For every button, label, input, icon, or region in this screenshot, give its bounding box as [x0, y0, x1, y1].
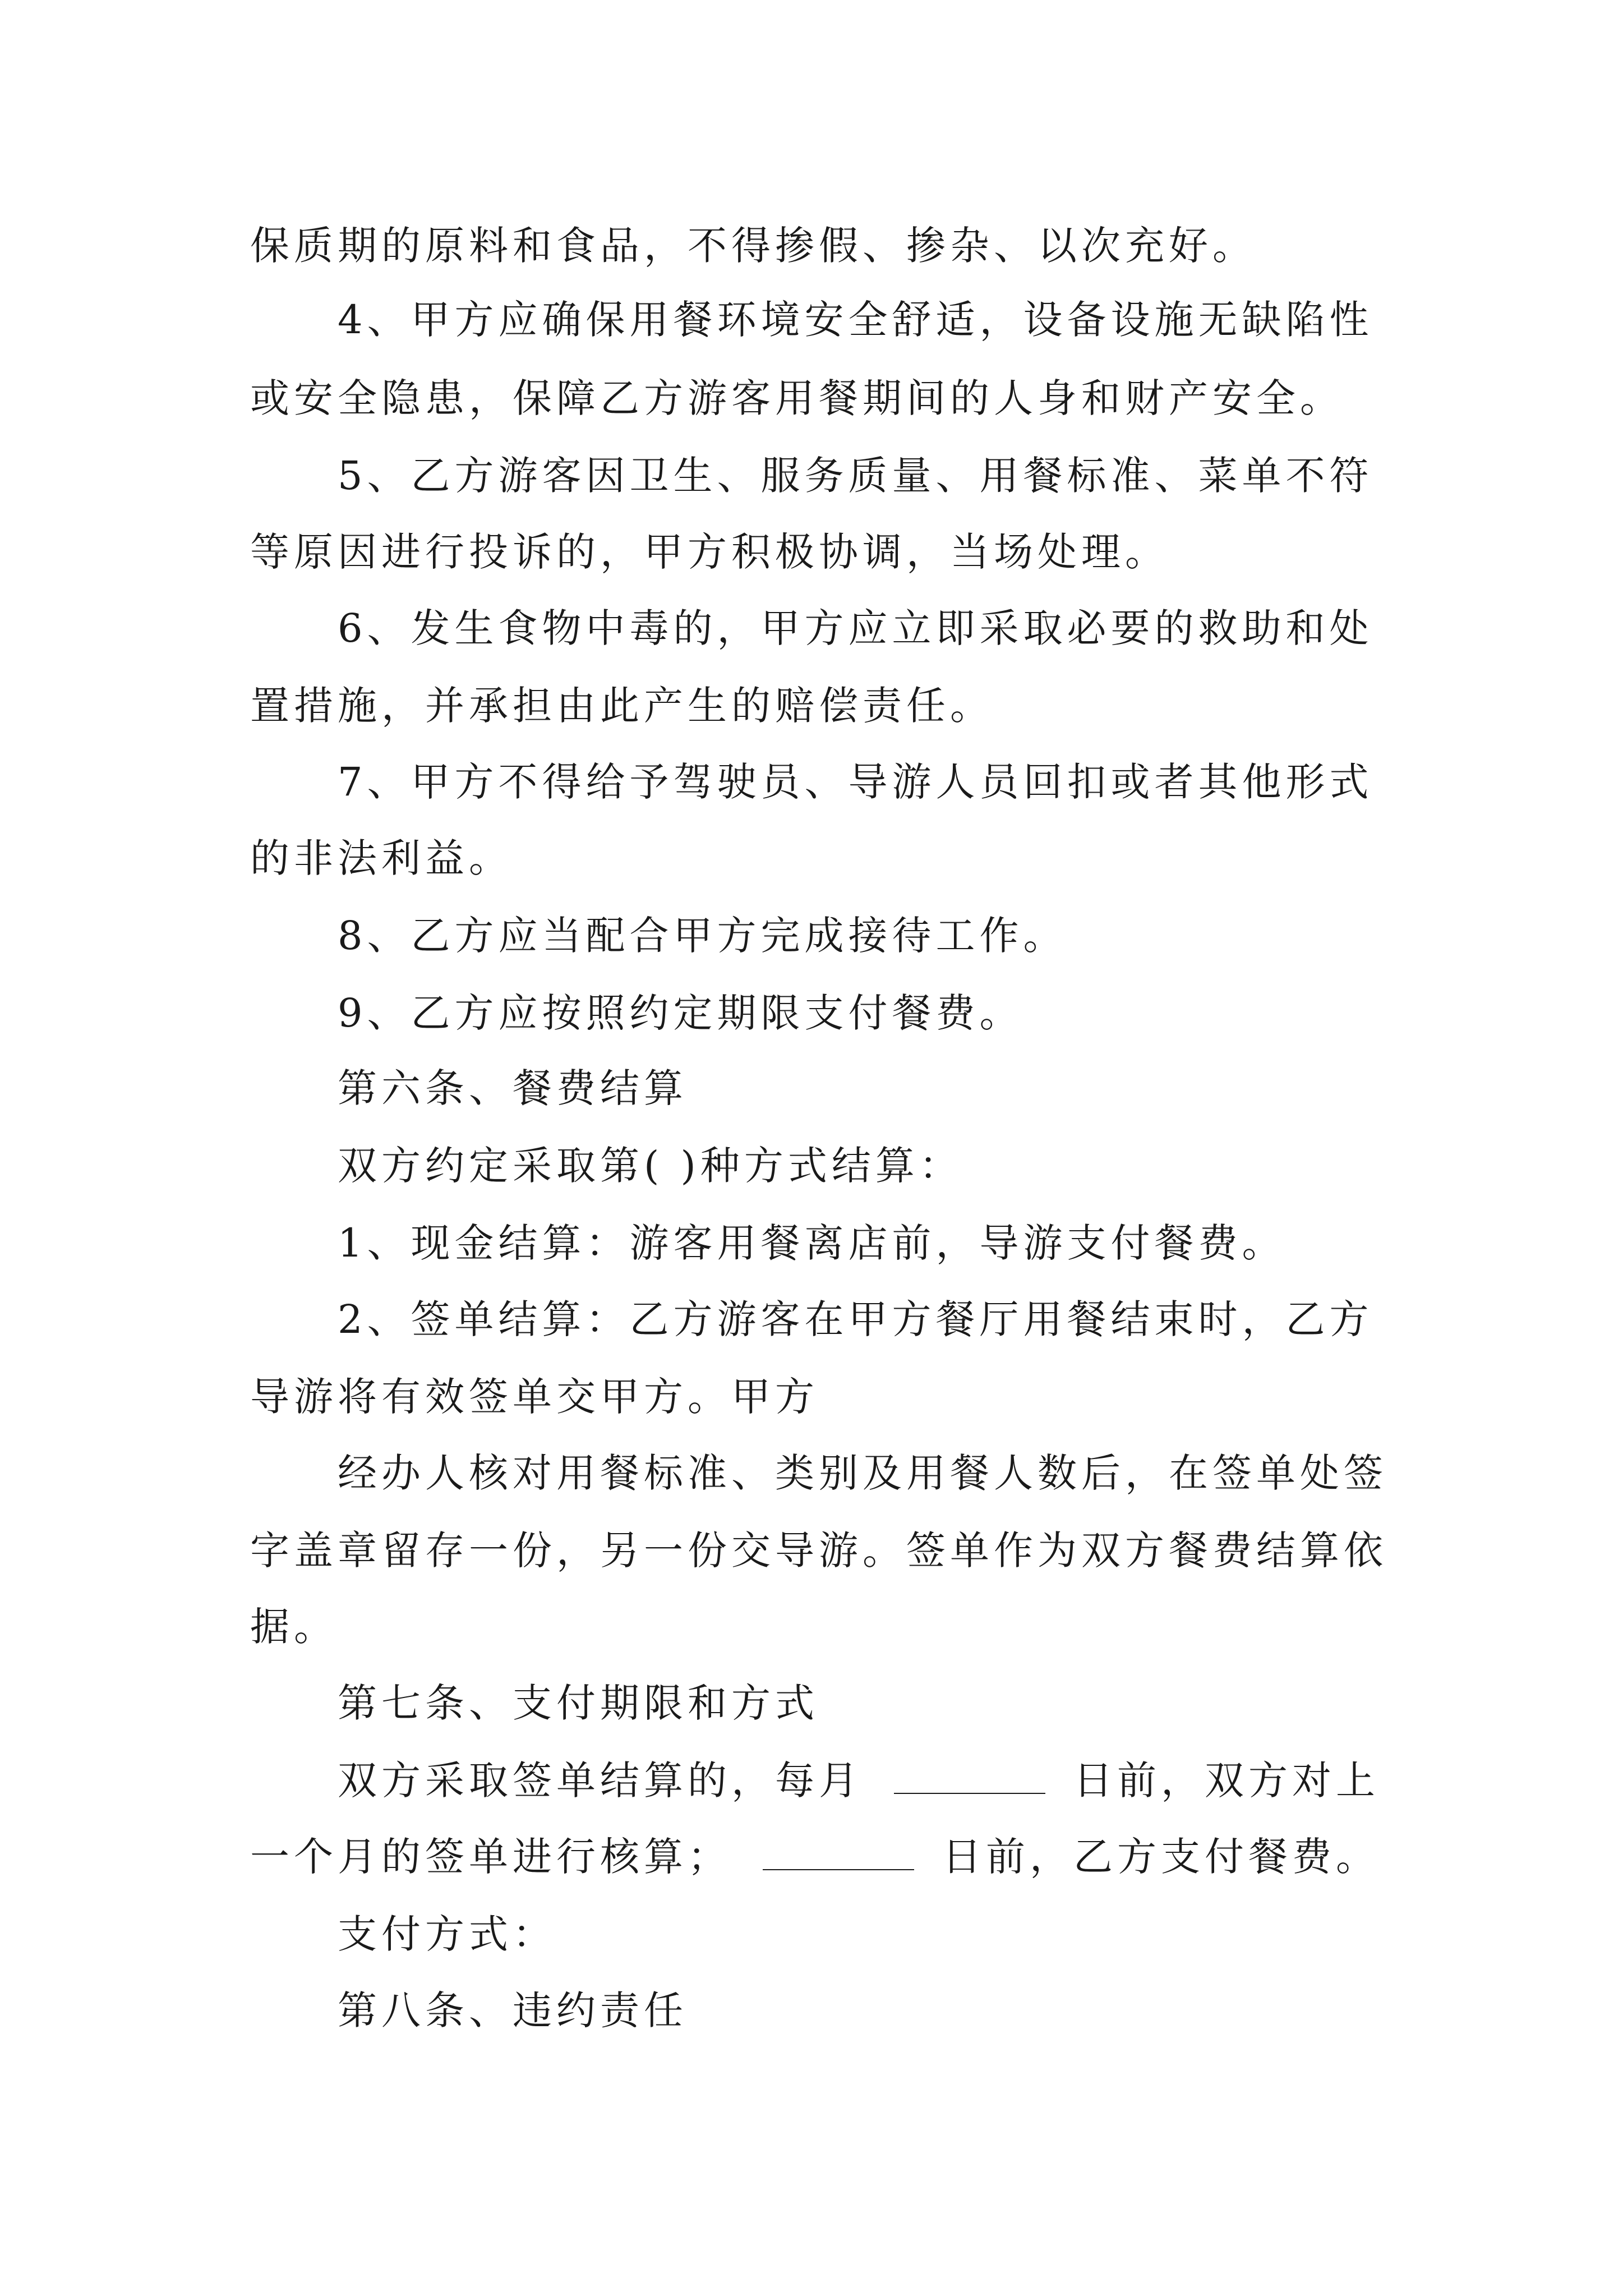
section-heading-6: 第六条、餐费结算	[338, 1065, 688, 1111]
text-line	[250, 1829, 1380, 1885]
text-line: 支付方式：	[338, 1911, 556, 1957]
text-segment: 双方采取签单结算的，每月	[338, 1757, 863, 1803]
text-line: 双方约定采取第( )种方式结算：	[338, 1143, 963, 1189]
clause-item-6: 6、发生食物中毒的，甲方应立即采取必要的救助和处	[338, 605, 1373, 651]
fill-in-blank-day	[763, 1835, 914, 1870]
text-line: 或安全隐患，保障乙方游客用餐期间的人身和财产安全。	[250, 375, 1344, 421]
text-line: 置措施，并承担由此产生的赔偿责任。	[250, 683, 994, 729]
clause-item-8: 8、乙方应当配合甲方完成接待工作。	[338, 913, 1067, 959]
clause-item-7: 7、甲方不得给予驾驶员、导游人员回扣或者其他形式	[338, 759, 1373, 805]
settlement-option-2: 2、签单结算：乙方游客在甲方餐厅用餐结束时，乙方	[338, 1296, 1373, 1342]
text-line: 导游将有效签单交甲方。甲方	[250, 1374, 819, 1420]
text-line: 保质期的原料和食品，不得掺假、掺杂、以次充好。	[250, 223, 1256, 269]
text-line: 据。	[250, 1604, 338, 1650]
clause-item-9: 9、乙方应按照约定期限支付餐费。	[338, 990, 1023, 1036]
text-line: 的非法利益。	[250, 835, 513, 881]
text-line: 字盖章留存一份，另一份交导游。签单作为双方餐费结算依	[250, 1527, 1387, 1573]
clause-item-5: 5、乙方游客因卫生、服务质量、用餐标准、菜单不符	[338, 453, 1373, 499]
text-line	[338, 1752, 1380, 1809]
text-line: 经办人核对用餐标准、类别及用餐人数后，在签单处签	[338, 1450, 1387, 1496]
clause-item-4: 4、甲方应确保用餐环境安全舒适，设备设施无缺陷性	[338, 297, 1373, 343]
text-segment: 日前，双方对上	[1073, 1757, 1380, 1803]
settlement-option-1: 1、现金结算：游客用餐离店前，导游支付餐费。	[338, 1220, 1286, 1266]
section-heading-8: 第八条、违约责任	[338, 1987, 688, 2033]
text-segment: 日前，乙方支付餐费。	[942, 1834, 1380, 1880]
text-line: 等原因进行投诉的，甲方积极协调，当场处理。	[250, 529, 1169, 575]
section-heading-7: 第七条、支付期限和方式	[338, 1680, 819, 1726]
fill-in-blank-day	[894, 1759, 1045, 1794]
text-segment: 一个月的签单进行核算；	[250, 1834, 731, 1880]
